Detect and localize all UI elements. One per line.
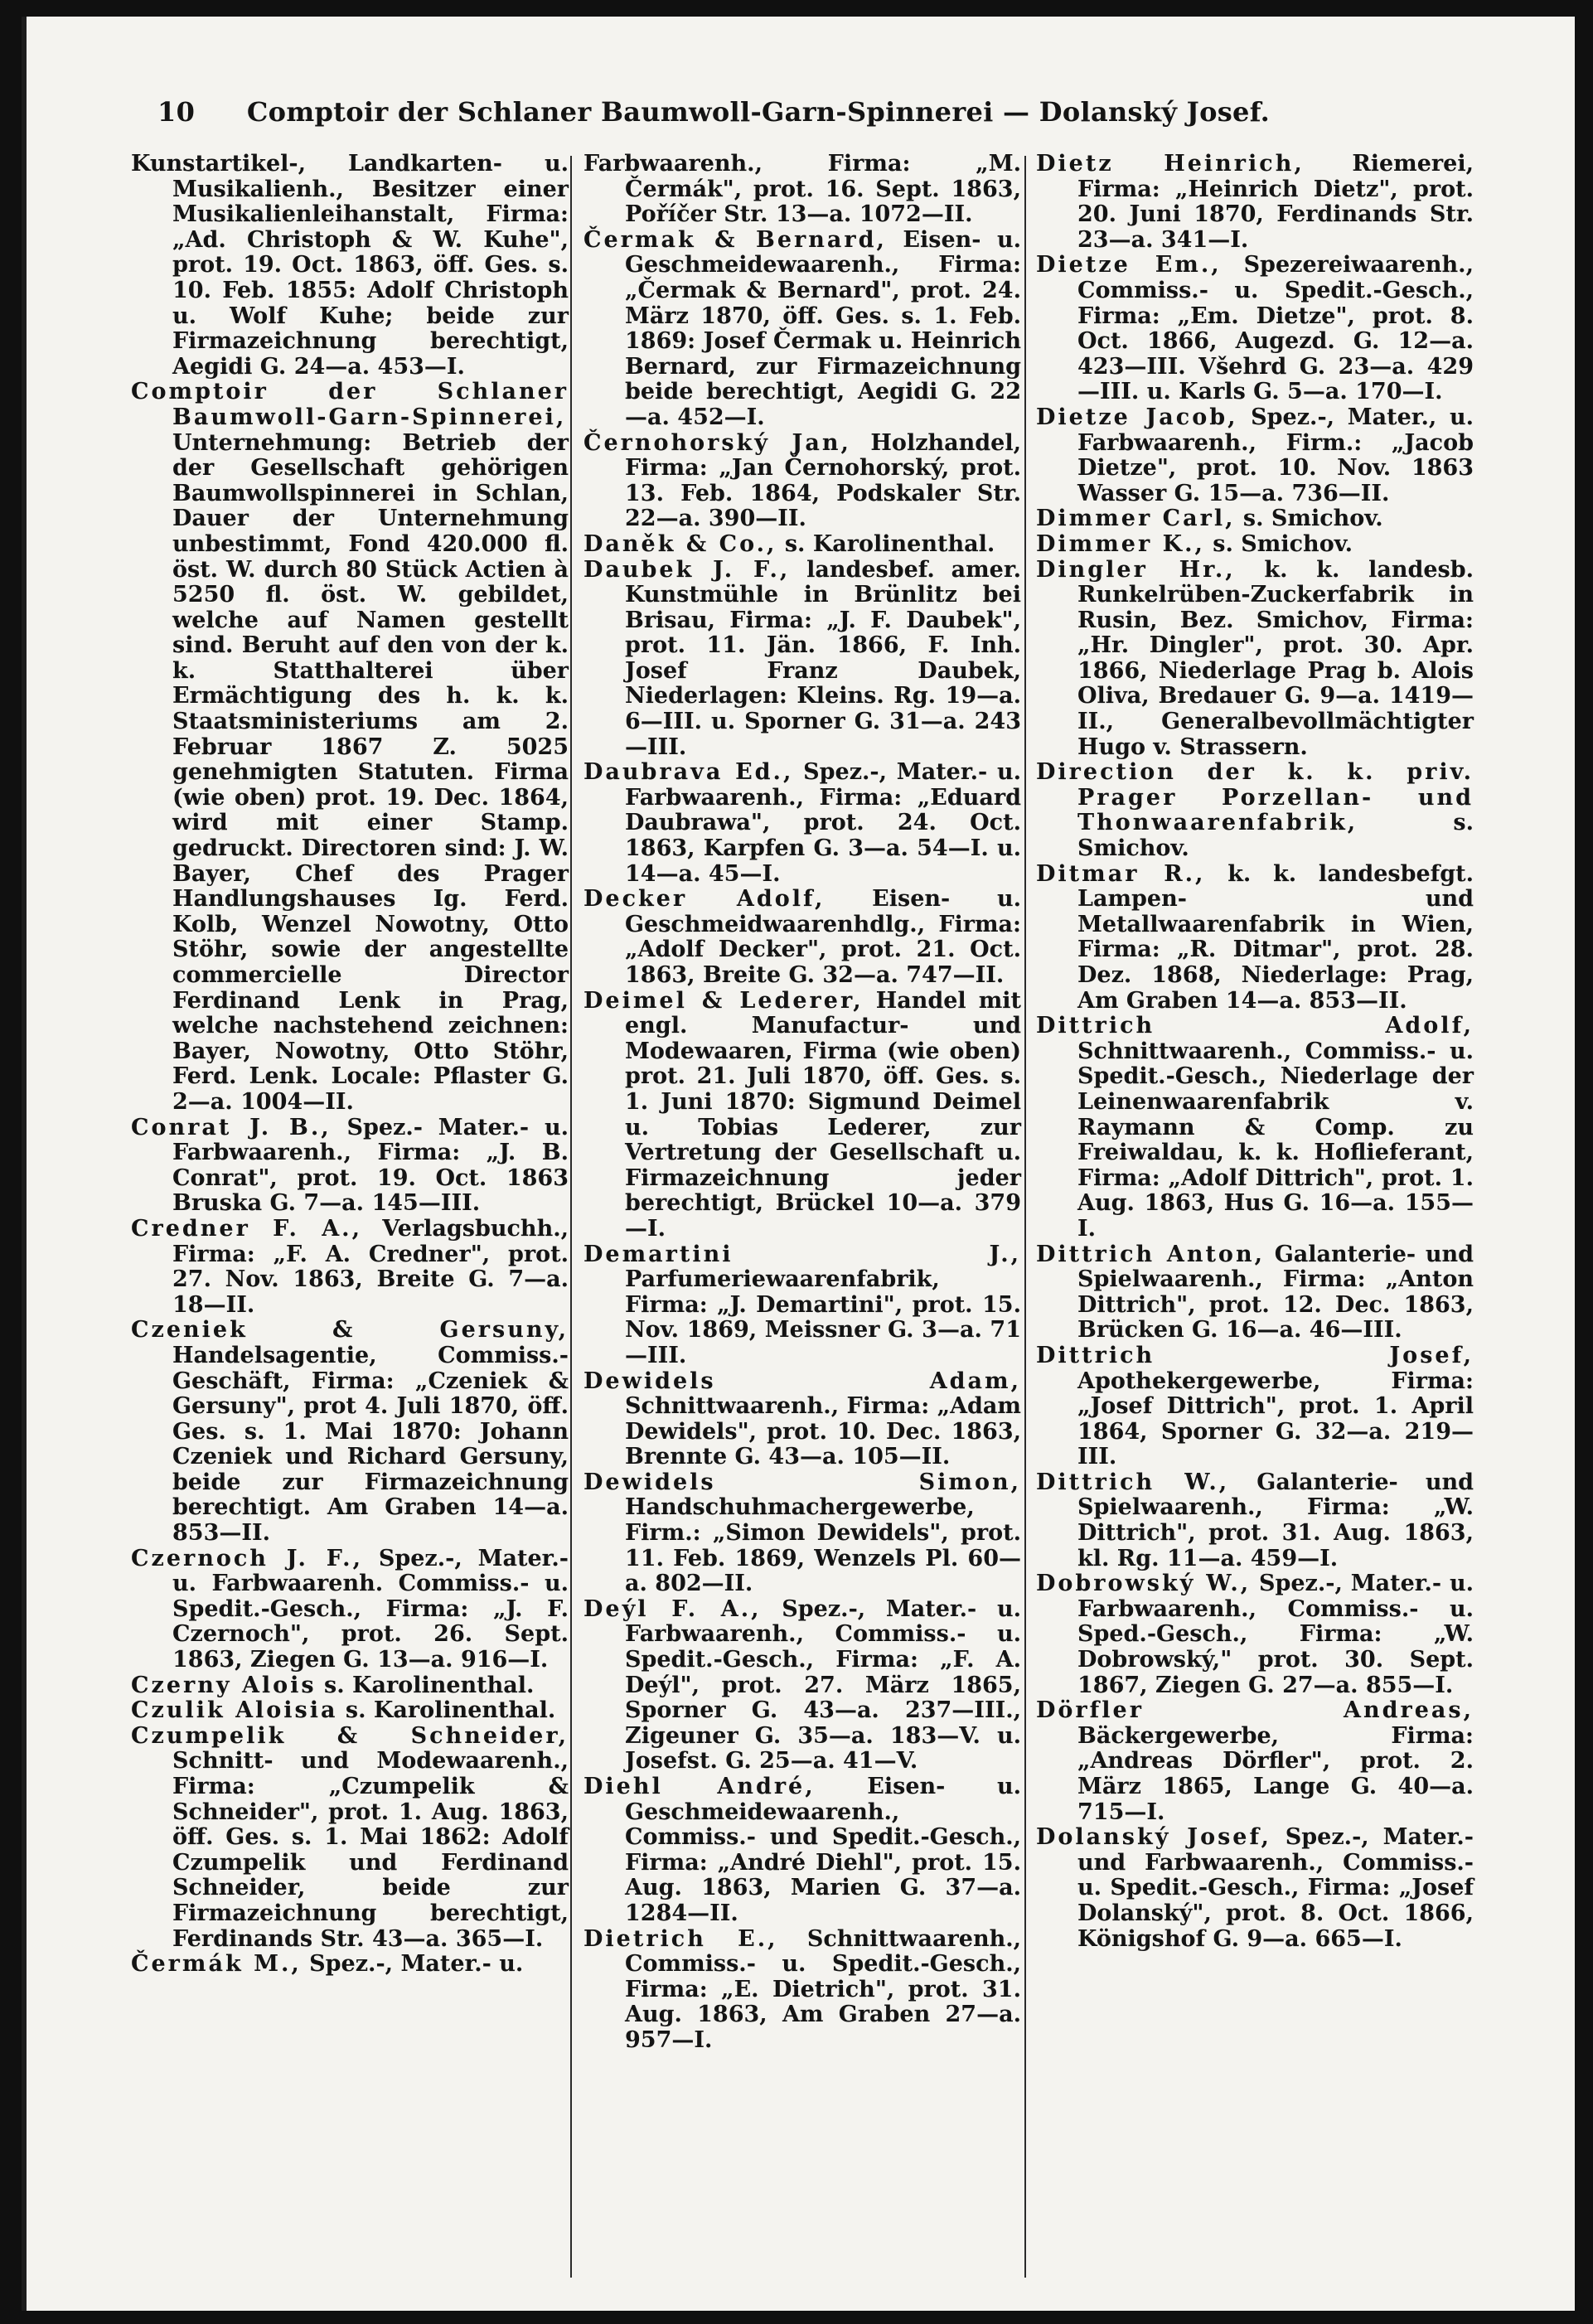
- entry-text: Galanterie- und Spielwaarenh., Firma: „W. Dittrich", prot. 31. Aug. 1863, kl. Rg. 11—a. 459—I.: [1077, 1469, 1474, 1571]
- directory-entry: [1036, 253, 1474, 405]
- directory-entry: [1036, 1825, 1474, 1952]
- entry-text: Parfumeriewaarenfabrik, Firma: „J. Demartini", prot. 15. Nov. 1869, Meissner G. 3—a. 71—III.: [625, 1266, 1021, 1368]
- directory-entry: [583, 1470, 1021, 1597]
- entry-name: Dittrich Anton,: [1036, 1241, 1265, 1267]
- entry-text: Apothekergewerbe, Firma: „Josef Dittrich", prot. 1. April 1864, Sporner G. 32—a. 219—III.: [1077, 1368, 1474, 1470]
- entry-text: Spez.-, Mater., u. Farbwaarenh., Firm.: „Jacob Dietze", prot. 10. Nov. 1863 Wasser G. 15—a. 736—II.: [1077, 404, 1474, 506]
- directory-entry: [131, 1673, 569, 1699]
- entry-text: Handschuhmachergewerbe, Firm.: „Simon Dewidels", prot. 11. Feb. 1869, Wenzels Pl. 60—a. 802—II.: [625, 1494, 1021, 1597]
- entry-name: Deýl F. A.,: [583, 1595, 762, 1622]
- directory-entry: [1036, 760, 1474, 861]
- directory-entry: [583, 989, 1021, 1242]
- entry-text: Spezereiwaarenh., Commiss.- u. Spedit.-Gesch., Firma: „Em. Dietze", prot. 8. Oct. 1866, Augezd. G. 12—a. 423—III. Všehrd G. 23—a. 429—III. u. Karls G. 5—a. 170—I.: [1077, 252, 1474, 405]
- entry-name: Čermák M.,: [131, 1951, 302, 1978]
- directory-entry: [131, 1116, 569, 1217]
- entry-text: s. Karolinenthal.: [324, 1672, 535, 1698]
- entry-text: k. k. landesbefgt. Lampen- und Metallwaarenfabrik in Wien, Firma: „R. Ditmar", prot. 28. Dez. 1868, Niederlage: Prag, Am Graben 14—a. 853—II.: [1077, 860, 1474, 1014]
- entry-name: Credner F. A.,: [131, 1215, 362, 1242]
- entry-text: Eisen- u. Geschmeidewaarenh., Commiss.- und Spedit.-Gesch., Firma: „André Diehl", prot. 15. Aug. 1863, Marien G. 37—a. 1284—II.: [625, 1774, 1021, 1926]
- entry-name: Čermak & Bernard,: [583, 226, 887, 253]
- directory-entry: [1036, 558, 1474, 761]
- entry-name: Dietrich E.,: [583, 1925, 778, 1952]
- entry-name: Černohorský Jan,: [583, 429, 851, 456]
- entry-text: Schnittwaarenh., Firma: „Adam Dewidels", prot. 10. Dec. 1863, Brennte G. 43—a. 105—II.: [625, 1393, 1021, 1470]
- entry-name: Dobrowský W.,: [1036, 1571, 1252, 1597]
- entry-name: Decker Adolf,: [583, 886, 826, 913]
- entry-text: Schnitt- und Modewaarenh., Firma: „Czumpelik & Schneider", prot. 1. Aug. 1863, öff. Ges. s. 1. Mai 1862: Adolf Czumpelik und Ferdinand Schneider, beide zur Firmazeichnung berechtigt, Ferdinands Str. 43—a. 365—I.: [172, 1748, 569, 1952]
- column-middle: [583, 152, 1021, 2054]
- directory-entry: [1036, 1242, 1474, 1344]
- column-rule: [1024, 156, 1026, 2278]
- directory-entry: [131, 380, 569, 1115]
- entry-text: Holzhandel, Firma: „Jan Černohorský, prot. 13. Feb. 1864, Podskaler Str. 22—a. 390—II.: [625, 429, 1021, 532]
- entry-text: Eisen- u. Geschmeidewaarenh., Firma: „Čermak & Bernard", prot. 24. März 1870, öff. Ges. s. 1. Feb. 1869: Josef Čermak u. Heinrich Bernard, zur Firmazeichnung beide berechtigt, Aegidi G. 22—a. 452—I.: [625, 226, 1022, 430]
- directory-entry: [1036, 1698, 1474, 1825]
- column-left: [131, 152, 569, 1978]
- entry-name: Dittrich Josef,: [1036, 1342, 1474, 1368]
- entry-text: s. Karolinenthal.: [345, 1697, 556, 1724]
- entry-name: Dietz Heinrich,: [1036, 151, 1305, 177]
- entry-text: s. Karolinenthal.: [784, 530, 995, 557]
- directory-entry: [131, 1698, 569, 1724]
- directory-entry: [583, 1242, 1021, 1369]
- entry-text: Schnittwaarenh., Commiss.- u. Spedit.-Gesch., Niederlage der Leinenwaarenfabrik v. Raymann & Comp. zu Freiwaldau, k. k. Hoflieferant, Firma: „Adolf Dittrich", prot. 1. Aug. 1863, Hus G. 16—a. 155—I.: [1077, 1038, 1474, 1242]
- directory-entry: [1036, 532, 1474, 558]
- entry-name: Dewidels Simon,: [583, 1469, 1021, 1495]
- entry-text: Spez.-, Mater.- u. Farbwaarenh. Commiss.- u. Spedit.-Gesch., Firma: „J. F. Czernoch", prot. 26. Sept. 1863, Ziegen G. 13—a. 916—I.: [172, 1545, 569, 1673]
- directory-entry: [1036, 1571, 1474, 1698]
- entry-name: Czeniek & Gersuny,: [131, 1317, 569, 1344]
- directory-entry: [1036, 1470, 1474, 1571]
- page-header: [157, 96, 1310, 146]
- running-title: Comptoir der Schlaner Baumwoll-Garn-Spinnerei — Dolanský Josef.: [246, 96, 1271, 128]
- entry-text: Kunstartikel-, Landkarten- u. Musikalienh., Besitzer einer Musikalienleihanstalt, Firma: „Ad. Christoph & W. Kuhe", prot. 19. Oct. 1863, öff. Ges. s. 10. Feb. 1855: Adolf Christoph u. Wolf Kuhe; beide zur Firmazeichnung berechtigt, Aegidi G. 24—a. 453—I.: [131, 151, 569, 380]
- entry-text: k. k. landesb. Runkelrüben-Zuckerfabrik in Rusin, Bez. Smichov, Firma: „Hr. Dingler", prot. 30. Apr. 1866, Niederlage Prag b. Alois Oliva, Bredauer G. 9—a. 1419—II., Generalbevollmächtigter Hugo v. Strassern.: [1077, 556, 1474, 760]
- directory-entry: [583, 152, 1021, 228]
- entry-text: Spez.-, Mater.- und Farbwaarenh., Commiss.- u. Spedit.-Gesch., Firma: „Josef Dolanský", prot. 8. Oct. 1866, Königshof G. 9—a. 665—I.: [1077, 1824, 1474, 1952]
- entry-text: s. Smichov.: [1213, 530, 1353, 557]
- directory-entry: [131, 1547, 569, 1673]
- entry-text: Riemerei, Firma: „Heinrich Dietz", prot. 20. Juni 1870, Ferdinands Str. 23—a. 341—I.: [1077, 151, 1474, 253]
- entry-name: Daněk & Co.,: [583, 530, 777, 557]
- entry-text: Bäckergewerbe, Firma: „Andreas Dörfler", prot. 2. März 1865, Lange G. 40—a. 715—I.: [1077, 1722, 1474, 1825]
- directory-entry: [131, 152, 569, 380]
- entry-name: Dittrich Adolf,: [1036, 1013, 1474, 1039]
- directory-entry: [1036, 862, 1474, 1014]
- entry-text: Handel mit engl. Manufactur- und Modewaaren, Firma (wie oben) prot. 21. Juli 1870, öff. Ges. s. 1. Juni 1870: Sigmund Deimel u. Tobias Lederer, zur Vertretung der Gesellschaft u. Firmazeichnung jeder berechtigt, Brückel 10—a. 379—I.: [625, 987, 1021, 1242]
- entry-text: Eisen- u. Geschmeidwaarenhdlg., Firma: „Adolf Decker", prot. 21. Oct. 1863, Breite G. 32—a. 747—II.: [625, 886, 1022, 988]
- entry-name: Czulik Aloisia: [131, 1697, 338, 1724]
- entry-name: Direction der k. k. priv. Prager Porzellan- und Thonwaarenfabrik,: [1036, 759, 1474, 836]
- entry-name: Daubrava Ed.,: [583, 759, 794, 786]
- directory-entry: [131, 1217, 569, 1318]
- entry-name: Ditmar R.,: [1036, 860, 1206, 887]
- entry-name: Dingler Hr.,: [1036, 556, 1236, 583]
- entry-name: Dietze Em.,: [1036, 252, 1222, 278]
- directory-entry: [131, 1724, 569, 1952]
- directory-entry: [583, 760, 1021, 887]
- entry-name: Czerny Alois: [131, 1672, 317, 1698]
- entry-name: Dörfler Andreas,: [1036, 1697, 1474, 1724]
- page-number: 10: [157, 96, 196, 128]
- directory-entry: [1036, 1014, 1474, 1242]
- directory-entry: [583, 532, 1021, 558]
- entry-text: landesbef. amer. Kunstmühle in Brünlitz bei Brisau, Firma: „J. F. Daubek", prot. 11. Jän. 1866, F. Inh. Josef Franz Daubek, Niederlagen: Kleins. Rg. 19—a. 6—III. u. Sporner G. 31—a. 243—III.: [625, 556, 1022, 760]
- directory-entry: [583, 1774, 1021, 1927]
- entry-name: Diehl André,: [583, 1774, 816, 1799]
- directory-entry: [131, 1318, 569, 1546]
- entry-name: Dimmer Carl,: [1036, 506, 1236, 532]
- entry-name: Demartini J.,: [583, 1241, 1021, 1267]
- directory-entry: [1036, 405, 1474, 506]
- entry-name: Dewidels Adam,: [583, 1368, 1021, 1394]
- directory-entry: [583, 1369, 1021, 1470]
- entry-name: Dolanský Josef,: [1036, 1824, 1271, 1851]
- directory-entry: [583, 1597, 1021, 1774]
- entry-text: Spez.-, Mater.- u.: [309, 1951, 524, 1978]
- entry-name: Czernoch J. F.,: [131, 1545, 363, 1571]
- directory-entry: [1036, 1344, 1474, 1470]
- column-rule: [570, 156, 572, 2278]
- directory-entry: [583, 431, 1021, 532]
- directory-entry: [583, 558, 1021, 761]
- entry-name: Daubek J. F.,: [583, 556, 791, 583]
- entry-text: Galanterie- und Spielwaarenh., Firma: „Anton Dittrich", prot. 12. Dec. 1863, Brücken G. 16—a. 46—III.: [1077, 1241, 1474, 1344]
- directory-entry: [1036, 152, 1474, 253]
- entry-text: s. Smichov.: [1242, 506, 1383, 532]
- entry-text: Spez.-, Mater.- u. Farbwaarenh., Firma: „Eduard Daubrawa", prot. 24. Oct. 1863, Karpfen G. 3—a. 54—I. u. 14—a. 45—I.: [625, 759, 1021, 887]
- entry-name: Conrat J. B.,: [131, 1114, 332, 1140]
- entry-text: Verlagsbuchh., Firma: „F. A. Credner", prot. 27. Nov. 1863, Breite G. 7—a. 18—II.: [172, 1215, 569, 1318]
- entry-name: Deimel & Lederer,: [583, 987, 864, 1014]
- entry-name: Comptoir der Schlaner Baumwoll-Garn-Spinnerei,: [131, 379, 569, 430]
- entry-text: Spez.-, Mater.- u. Farbwaarenh., Commiss.- u. Spedit.-Gesch., Firma: „F. A. Deýl", prot. 27. März 1865, Sporner G. 43—a. 237—III., Zigeuner G. 35—a. 183—V. u. Josefst. G. 25—a. 41—V.: [625, 1595, 1022, 1774]
- entry-text: s. Smichov.: [1077, 810, 1474, 862]
- entry-text: Schnittwaarenh., Commiss.- u. Spedit.-Gesch., Firma: „E. Dietrich", prot. 31. Aug. 1863, Am Graben 27—a. 957—I.: [625, 1925, 1022, 2053]
- column-right: [1036, 152, 1474, 1952]
- entry-name: Dittrich W.,: [1036, 1469, 1230, 1495]
- directory-entry: [1036, 506, 1474, 532]
- entry-name: Dimmer K.,: [1036, 530, 1205, 557]
- directory-entry: [583, 1927, 1021, 2054]
- entry-text: Farbwaarenh., Firma: „M. Čermák", prot. 16. Sept. 1863, Poříčer Str. 13—a. 1072—II.: [583, 151, 1021, 228]
- directory-entry: [583, 887, 1021, 988]
- directory-entry: [131, 1952, 569, 1978]
- entry-name: Czumpelik & Schneider,: [131, 1722, 569, 1749]
- entry-text: Handelsagentie, Commiss.-Geschäft, Firma: „Czeniek & Gersuny", prot 4. Juli 1870, öff. Ges. s. 1. Mai 1870: Johann Czeniek und Richard Gersuny, beide zur Firmazeichnung berechtigt. Am Graben 14—a. 853—II.: [172, 1342, 569, 1547]
- entry-text: Spez.- Mater.- u. Farbwaarenh., Firma: „J. B. Conrat", prot. 19. Oct. 1863 Bruska G. 7—a. 145—III.: [172, 1114, 569, 1217]
- directory-entry: [583, 228, 1021, 431]
- entry-name: Dietze Jacob,: [1036, 404, 1238, 430]
- entry-text: Unternehmung: Betrieb der der Gesellschaft gehörigen Baumwollspinnerei in Schlan, Dauer der Unternehmung unbestimmt, Fond 420.000 fl. öst. W. durch 80 Stück Actien à 5250 fl. öst. W. gebildet, welche auf Namen gestellt sind. Beruht auf den von der k. k. Statthalterei über Ermächtigung des h. k. k. Staatsministeriums am 2. Februar 1867 Z. 5025 genehmigten Statuten. Firma (wie oben) prot. 19. Dec. 1864, wird mit einer Stamp. gedruckt. Directoren sind: J. W. Bayer, Chef des Prager Handlungshauses Ig. Ferd. Kolb, Wenzel Nowotny, Otto Stöhr, sowie der angestellte commercielle Director Ferdinand Lenk in Prag, welche nachstehend zeichnen: Bayer, Nowotny, Otto Stöhr, Ferd. Lenk. Locale: Pflaster G. 2—a. 1004—II.: [172, 429, 569, 1115]
- entry-text: Spez.-, Mater.- u. Farbwaarenh., Commiss.- u. Sped.-Gesch., Firma: „W. Dobrowský," prot. 30. Sept. 1867, Ziegen G. 27—a. 855—I.: [1077, 1571, 1474, 1698]
